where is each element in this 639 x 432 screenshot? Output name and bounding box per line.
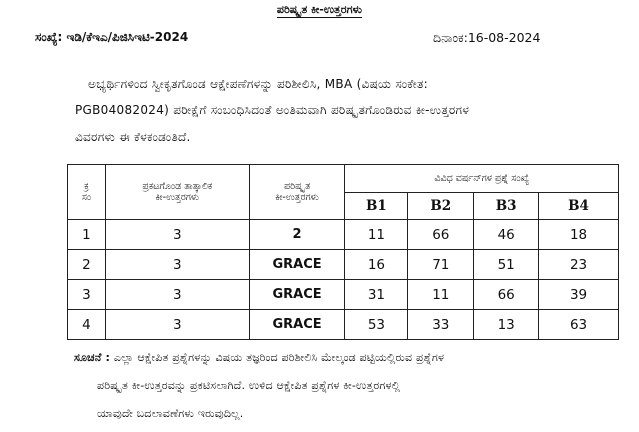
table-header-row bbox=[68, 165, 619, 193]
note-line-1 bbox=[74, 351, 444, 365]
cell-revised: GRACE bbox=[249, 250, 345, 280]
note-line-3: ಯಾವುದೇ ಬದಲಾವಣೆಗಳು ಇರುವುದಿಲ್ಲ. bbox=[97, 407, 244, 420]
cell-b4: 63 bbox=[539, 310, 619, 340]
cell-b3: 13 bbox=[474, 310, 539, 340]
cell-sl: 1 bbox=[68, 220, 106, 250]
cell-provisional: 3 bbox=[105, 250, 249, 280]
page-title-text: ಪರಿಷ್ಕೃತ ಕೀ-ಉತ್ತರಗಳು bbox=[276, 3, 363, 16]
cell-revised: GRACE bbox=[249, 280, 345, 310]
table-row bbox=[68, 250, 619, 280]
note-text-1: ಎಲ್ಲಾ ಆಕ್ಷೇಪಿತ ಪ್ರಶ್ನೆಗಳನ್ನು ವಿಷಯ ತಜ್ಞರಿಂದ ಪರಿಶೀಲಿಸಿ ಮೇಲ್ಕಂಡ ಪಟ್ಟಿಯಲ್ಲಿರುವ ಪ್ರಶ್ನೆಗಳ bbox=[113, 351, 445, 364]
header-b1: B1 bbox=[345, 193, 408, 220]
date-label: ದಿನಾಂಕ: bbox=[433, 30, 468, 45]
cell-provisional: 3 bbox=[105, 220, 249, 250]
cell-sl: 2 bbox=[68, 250, 106, 280]
document-date bbox=[433, 30, 540, 46]
header-revised-key: ಪರಿಷ್ಕೃತ ಕೀ-ಉತ್ತರಗಳು bbox=[249, 165, 345, 220]
cell-revised: GRACE bbox=[249, 310, 345, 340]
table-row bbox=[68, 220, 619, 250]
date-value: 16-08-2024 bbox=[467, 30, 541, 45]
header-provisional-key: ಪ್ರಕಟಗೊಂಡ ತಾತ್ಕಾಲಿಕ ಕೀ-ಉತ್ತರಗಳು bbox=[105, 165, 249, 220]
reference-number: ಸಂಖ್ಯೆ: ಇಡಿ/ಕೆಇಎ/ಪಿಜಿಸಿಇಟಿ-2024 bbox=[35, 30, 189, 44]
cell-revised: 2 bbox=[249, 220, 345, 250]
intro-line-1: ಅಭ್ಯರ್ಥಿಗಳಿಂದ ಸ್ವೀಕೃತಗೊಂಡ ಆಕ್ಷೇಪಣೆಗಳನ್ನು ಪರಿಶೀಲಿಸಿ, MBA (ವಿಷಯ ಸಂಕೇತ: bbox=[88, 77, 428, 91]
table-row bbox=[68, 310, 619, 340]
cell-b1: 11 bbox=[345, 220, 408, 250]
intro-line-2: PGB04082024) ಪರೀಕ್ಷೆಗೆ ಸಂಬಂಧಿಸಿದಂತೆ ಅಂತಿಮವಾಗಿ ಪರಿಷ್ಕೃತಗೊಂಡಿರುವ ಕೀ-ಉತ್ತರಗಳ bbox=[75, 103, 470, 117]
cell-sl: 3 bbox=[68, 280, 106, 310]
cell-sl: 4 bbox=[68, 310, 106, 340]
cell-b3: 66 bbox=[474, 280, 539, 310]
header-b3: B3 bbox=[474, 193, 539, 220]
cell-b4: 23 bbox=[539, 250, 619, 280]
cell-b3: 51 bbox=[474, 250, 539, 280]
cell-provisional: 3 bbox=[105, 280, 249, 310]
header-b2: B2 bbox=[408, 193, 474, 220]
table-row bbox=[68, 280, 619, 310]
cell-provisional: 3 bbox=[105, 310, 249, 340]
cell-b4: 39 bbox=[539, 280, 619, 310]
cell-b2: 11 bbox=[408, 280, 474, 310]
note-label: ಸೂಚನೆ : bbox=[74, 351, 111, 364]
note-line-2: ಪರಿಷ್ಕೃತ ಕೀ-ಉತ್ತರವನ್ನು ಪ್ರಕಟಿಸಲಾಗಿದೆ. ಉಳಿದ ಆಕ್ಷೇಪಿತ ಪ್ರಶ್ನೆಗಳ ಕೀ-ಉತ್ತರಗಳಲ್ಲಿ bbox=[97, 379, 401, 392]
cell-b1: 31 bbox=[345, 280, 408, 310]
cell-b2: 71 bbox=[408, 250, 474, 280]
header-b4: B4 bbox=[539, 193, 619, 220]
cell-b4: 18 bbox=[539, 220, 619, 250]
intro-line-3: ವಿವರಗಳು ಈ ಕೆಳಕಂಡಂತಿದೆ. bbox=[75, 130, 191, 144]
cell-b1: 16 bbox=[345, 250, 408, 280]
cell-b2: 33 bbox=[408, 310, 474, 340]
header-sl-no: ಕ್ರ ಸಂ bbox=[68, 165, 106, 220]
revised-key-table bbox=[67, 164, 619, 340]
cell-b2: 66 bbox=[408, 220, 474, 250]
header-version-question-numbers: ವಿವಿಧ ವರ್ಷನ್‌ಗಳ ಪ್ರಶ್ನೆ ಸಂಖ್ಯೆ bbox=[345, 165, 619, 193]
cell-b1: 53 bbox=[345, 310, 408, 340]
page-title bbox=[0, 3, 639, 17]
cell-b3: 46 bbox=[474, 220, 539, 250]
